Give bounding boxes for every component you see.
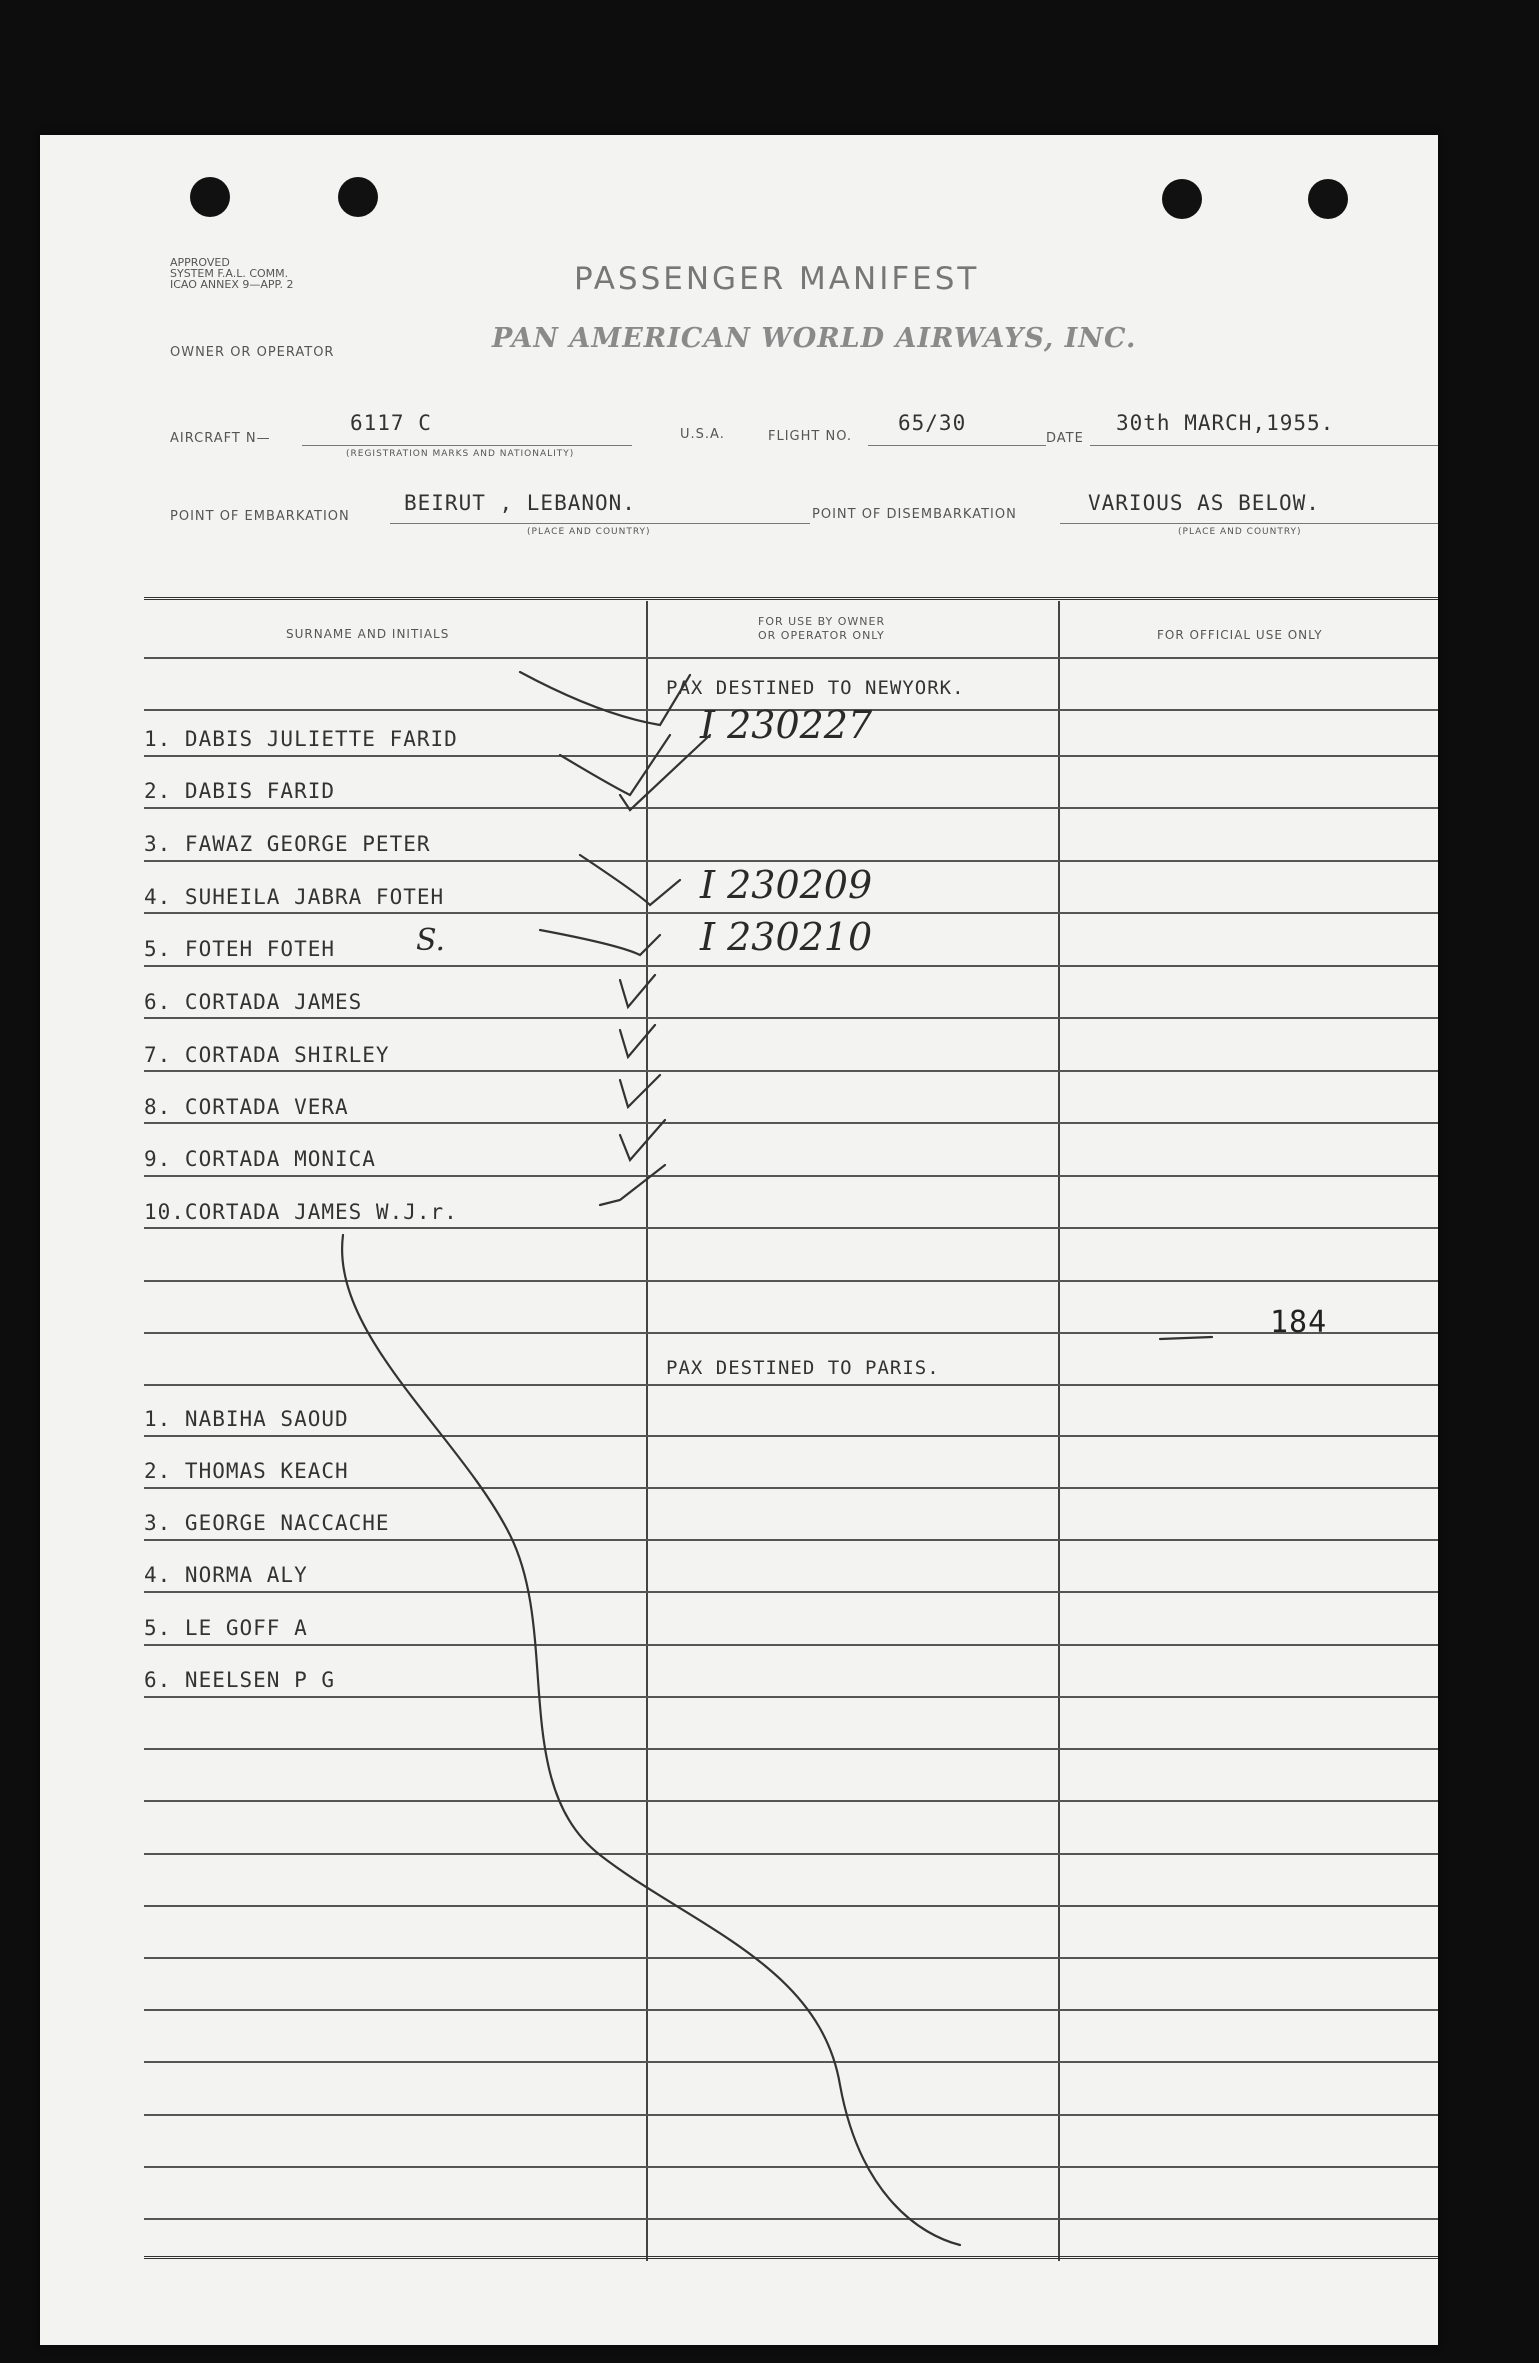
check-mark-icon bbox=[620, 1075, 660, 1107]
page-title: PASSENGER MANIFEST bbox=[574, 261, 980, 297]
check-mark-icon bbox=[520, 672, 690, 725]
column-header-owner: FOR USE BY OWNER bbox=[758, 615, 886, 628]
column-header-official: FOR OFFICIAL USE ONLY bbox=[1157, 628, 1323, 642]
check-mark-icon bbox=[580, 855, 680, 905]
group-heading-paris: PAX DESTINED TO PARIS. bbox=[666, 1357, 940, 1379]
passenger-row: 2. DABIS FARID bbox=[144, 779, 336, 803]
passenger-row: 5. LE GOFF A bbox=[144, 1616, 308, 1640]
manifest-sheet bbox=[40, 135, 1438, 2345]
approval-line: APPROVED bbox=[170, 256, 230, 269]
check-mark-icon bbox=[540, 930, 660, 955]
company-name: PAN AMERICAN WORLD AIRWAYS, INC. bbox=[492, 323, 1137, 354]
passenger-row: 1. NABIHA SAOUD bbox=[144, 1407, 349, 1431]
handwritten-ref: I 230209 bbox=[700, 863, 873, 907]
strike-stroke bbox=[1160, 1337, 1212, 1339]
column-header-surname: SURNAME AND INITIALS bbox=[286, 627, 450, 641]
passenger-row: 7. CORTADA SHIRLEY bbox=[144, 1043, 390, 1067]
flight-label: FLIGHT NO. bbox=[768, 429, 853, 444]
bracket-stroke bbox=[342, 1235, 960, 2245]
check-mark-icon bbox=[560, 735, 670, 795]
passenger-row: 4. SUHEILA JABRA FOTEH bbox=[144, 885, 445, 909]
passenger-row: 3. GEORGE NACCACHE bbox=[144, 1511, 390, 1535]
handwritten-ref: I 230227 bbox=[700, 703, 873, 747]
passenger-row: 6. CORTADA JAMES bbox=[144, 990, 363, 1014]
disembarkation-value: VARIOUS AS BELOW. bbox=[1088, 491, 1320, 515]
embarkation-value: BEIRUT , LEBANON. bbox=[404, 491, 636, 515]
passenger-row: 3. FAWAZ GEORGE PETER bbox=[144, 832, 431, 856]
aircraft-value: 6117 C bbox=[350, 411, 432, 435]
passenger-row: 4. NORMA ALY bbox=[144, 1563, 308, 1587]
passenger-row: 5. FOTEH FOTEH bbox=[144, 937, 336, 961]
group-heading-newyork: PAX DESTINED TO NEWYORK. bbox=[666, 677, 965, 699]
column-header-owner: OR OPERATOR ONLY bbox=[758, 629, 885, 642]
approval-line: ICAO ANNEX 9—APP. 2 bbox=[170, 278, 294, 291]
usa-label: U.S.A. bbox=[680, 427, 725, 442]
passenger-row: 10.CORTADA JAMES W.J.r. bbox=[144, 1200, 458, 1224]
disembarkation-label: POINT OF DISEMBARKATION bbox=[812, 507, 1017, 522]
check-mark-icon bbox=[620, 975, 655, 1007]
handwritten-initial: S. bbox=[416, 923, 446, 958]
check-mark-icon bbox=[600, 1165, 665, 1205]
place-caption: (PLACE AND COUNTRY) bbox=[527, 527, 651, 537]
passenger-row: 6. NEELSEN P G bbox=[144, 1668, 336, 1692]
flight-value: 65/30 bbox=[898, 411, 967, 435]
passenger-row: 1. DABIS JULIETTE FARID bbox=[144, 727, 458, 751]
passenger-row: 9. CORTADA MONICA bbox=[144, 1147, 376, 1171]
date-value: 30th MARCH,1955. bbox=[1116, 411, 1335, 435]
registration-caption: (REGISTRATION MARKS AND NATIONALITY) bbox=[346, 449, 575, 459]
handwritten-ref: I 230210 bbox=[700, 915, 873, 959]
page-number: 184 bbox=[1270, 1305, 1328, 1340]
passenger-row: 2. THOMAS KEACH bbox=[144, 1459, 349, 1483]
passenger-row: 8. CORTADA VERA bbox=[144, 1095, 349, 1119]
check-mark-icon bbox=[620, 1120, 665, 1160]
check-mark-icon bbox=[620, 735, 710, 810]
date-label: DATE bbox=[1046, 431, 1084, 446]
aircraft-label: AIRCRAFT N— bbox=[170, 431, 271, 446]
embarkation-label: POINT OF EMBARKATION bbox=[170, 509, 350, 524]
approval-line: SYSTEM F.A.L. COMM. bbox=[170, 267, 289, 280]
place-caption: (PLACE AND COUNTRY) bbox=[1178, 527, 1302, 537]
handwritten-marks bbox=[40, 135, 1438, 2345]
owner-label: OWNER OR OPERATOR bbox=[170, 345, 335, 360]
check-mark-icon bbox=[620, 1025, 655, 1057]
